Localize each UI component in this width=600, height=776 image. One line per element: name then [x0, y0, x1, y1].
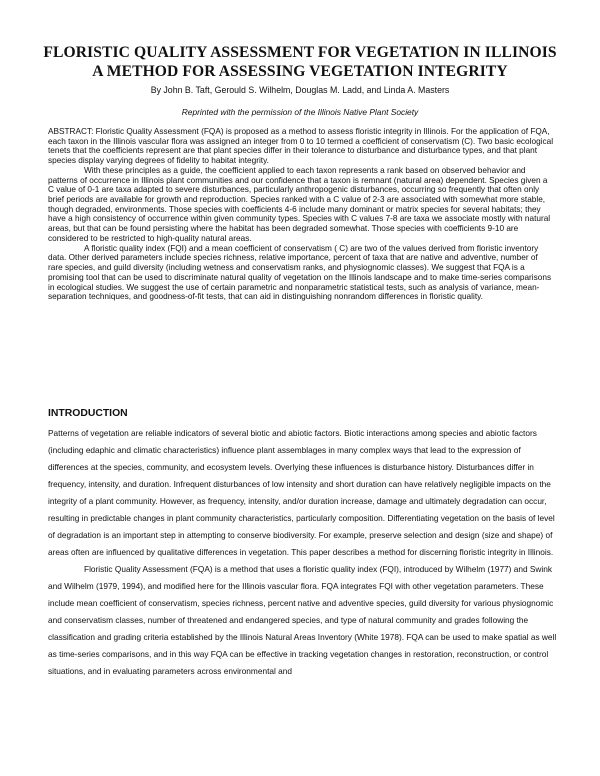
introduction-paragraph: Floristic Quality Assessment (FQA) is a method that uses a floristic quality index (FQI), introduced by Wilhelm (1977) and Swink and Wilhelm (1979, 1994), and modified here for the Illinois vascular flora. FQA integrates FQI with other vegetation parameters. These include mean coefficient of conservatism, species richness, percent native and adventive species, guild diversity for various physiognomic and conservatism classes, number of threatened and endangered species, and type of natural community and grades following the classification and grading criteria established by the Illinois Natural Areas Inventory (White 1978). FQA can be used to make spatial as well as time-series comparisons, and in this way FQA can be effective in tracking vegetation changes in restoration, reconstruction, or control situations, and in evaluating parameters across environmental and	[48, 564, 557, 676]
title-line-2: A METHOD FOR ASSESSING VEGETATION INTEGRITY	[92, 63, 508, 80]
introduction-paragraph: Patterns of vegetation are reliable indicators of several biotic and abiotic factors. Biotic interactions among species and abiotic factors (including edaphic and climatic characteristics) influence plant assemblages in many complex ways that lead to the expression of differences at the species, community, and ecosystem levels. Overlying these influences is disturbance history. Disturbances differ in frequency, intensity, and duration. Infrequent disturbances of low intensity and short duration can have relatively negligible impacts on the integrity of a plant community. However, as frequency, intensity, and/or duration increase, damage and ultimately degradation can occur, resulting in predictable changes in plant community characteristics, particularly composition. Differentiating vegetation on the basis of level of degradation is an important step in attempting to conserve biodiversity. For example, preserve selection and design (size and shape) of areas often are influenced by qualitative differences in vegetation. This paper describes a method for discerning floristic integrity in Illinois.	[48, 428, 555, 557]
introduction-section	[48, 425, 558, 680]
title-line-1: FLORISTIC QUALITY ASSESSMENT FOR VEGETATION IN ILLINOIS	[43, 44, 557, 61]
author-byline: By John B. Taft, Gerould S. Wilhelm, Douglas M. Ladd, and Linda A. Masters	[150, 85, 450, 95]
abstract-paragraph: A floristic quality index (FQI) and a mean coefficient of conservatism ( C) are two of the values derived from floristic inventory data. Other derived parameters include species richness, relative importance, percent of taxa that are native and adventive, number of rare species, and guild diversity (including wetness and conservatism ranks, and physiognomic classes). We suggest that FQA is a promising tool that can be used to discriminate natural quality of vegetation on the Illinois landscape and to make time-series comparisons in ecological studies. We suggest the use of certain parametric and nonparametric statistical tests, such as analysis of variance, mean-separation techniques, and goodness-of-fit tests, that can aid in distinguishing nonrandom differences in floristic quality.	[48, 243, 552, 302]
reprint-note: Reprinted with the permission of the Illinois Native Plant Society	[181, 107, 419, 117]
abstract-paragraph: With these principles as a guide, the coefficient applied to each taxon represents a rank based on observed behavior and patterns of occurrence in Illinois plant communities and our confidence that a taxon is remnant (natural area) dependent. Species given a C value of 0-1 are taxa adapted to severe disturbances, particularly anthropogenic disturbances, occurring so frequently that often only brief periods are available for growth and reproduction. Species ranked with a C value of 2-3 are associated with somewhat more stable, though degraded, environments. Those species with coefficients 4-6 include many dominant or matrix species for several habitats; they have a high consistency of occurrence within given community types. Species with C values 7-8 are taxa we associate mostly with natural areas, but that can be found persisting where the habitat has been degraded somewhat. Those species with coefficients 9-10 are considered to be restricted to high-quality natural areas.	[48, 165, 551, 243]
abstract-paragraph: ABSTRACT: Floristic Quality Assessment (FQA) is proposed as a method to assess floristic integrity in Illinois. For the application of FQA, each taxon in the Illinois vascular flora was assigned an integer from 0 to 10 termed a coefficient of conservatism (C). Two basic ecological tenets that the coefficients represent are that plant species differ in their tolerance to disturbance and disturbance types, and that plant species display varying degrees of fidelity to habitat integrity.	[48, 127, 554, 166]
section-heading-introduction: INTRODUCTION	[48, 408, 128, 419]
abstract-section	[48, 127, 554, 302]
